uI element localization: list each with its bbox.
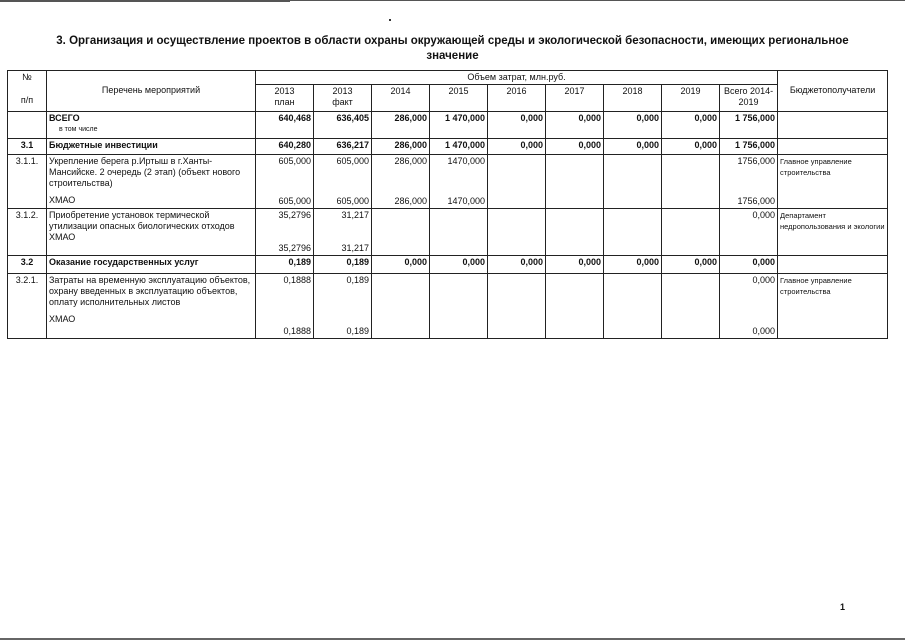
s312-recipient: Департамент недропользования и экологии (778, 209, 888, 256)
s32-fact: 0,189 (314, 256, 372, 274)
scan-dot (389, 19, 391, 21)
s311-fact (314, 155, 372, 209)
s321-fact (314, 274, 372, 339)
header-2013-plan (256, 85, 314, 112)
s312-sub-fact-value: 31,217 (341, 243, 369, 253)
row-num (8, 112, 47, 139)
header-total-line1: Всего 2014- (723, 86, 774, 96)
s311-sub-plan-value: 605,000 (278, 196, 311, 206)
s321-label: Затраты на временную эксплуатацию объектов, охрану введенных в эксплуатацию объектов, оплату исполнительных листов (49, 275, 251, 307)
s312-sub-plan-value: 35,2796 (278, 243, 311, 253)
s312-fact (314, 209, 372, 256)
s311-sub-2014-value: 286,000 (394, 196, 427, 206)
s31-recipient (778, 139, 888, 155)
total-2017: 0,000 (546, 112, 604, 139)
s311-2019 (662, 155, 720, 209)
s312-2014 (372, 209, 430, 256)
header-2013-fact (314, 85, 372, 112)
s312-2019 (662, 209, 720, 256)
row-label: Бюджетные инвестиции (47, 139, 256, 155)
s31-2018: 0,000 (604, 139, 662, 155)
s321-total-value: 0,000 (752, 275, 776, 285)
s311-fact-value: 605,000 (336, 156, 369, 166)
row-label: Оказание государственных услуг (47, 256, 256, 274)
s31-2017: 0,000 (546, 139, 604, 155)
s311-2016 (488, 155, 546, 209)
table-row-3-1-1 (8, 155, 888, 209)
header-num (8, 71, 47, 112)
s321-plan (256, 274, 314, 339)
total-2016: 0,000 (488, 112, 546, 139)
header-2013-fact-year: 2013 (332, 86, 353, 96)
row-num: 3.2 (8, 256, 47, 274)
header-2013-fact-sub: факт (332, 97, 353, 107)
header-2015: 2015 (430, 85, 488, 112)
s312-plan (256, 209, 314, 256)
header-total (720, 85, 778, 112)
header-2014: 2014 (372, 85, 430, 112)
header-num-bottom: п/п (20, 95, 34, 105)
section-title (20, 34, 885, 64)
row-label (47, 155, 256, 209)
s321-2017 (546, 274, 604, 339)
header-2018: 2018 (604, 85, 662, 112)
s32-recipient (778, 256, 888, 274)
s311-2017 (546, 155, 604, 209)
s321-sub-label: ХМАО (49, 314, 76, 324)
s32-2018: 0,000 (604, 256, 662, 274)
s311-recipient: Главное управление строительства (778, 155, 888, 209)
s311-total-value: 1756,000 (737, 156, 776, 166)
s31-2015: 1 470,000 (430, 139, 488, 155)
table-row-3-1-2 (8, 209, 888, 256)
s32-2017: 0,000 (546, 256, 604, 274)
s311-2015 (430, 155, 488, 209)
header-2013-plan-year: 2013 (274, 86, 295, 96)
s312-2017 (546, 209, 604, 256)
s321-2018 (604, 274, 662, 339)
s321-plan-value: 0,1888 (283, 275, 311, 285)
s311-plan (256, 155, 314, 209)
s311-sub-label: ХМАО (49, 195, 76, 205)
s311-plan-value: 605,000 (278, 156, 311, 166)
header-2019: 2019 (662, 85, 720, 112)
s321-sub-plan-value: 0,1888 (283, 326, 311, 336)
total-2015: 1 470,000 (430, 112, 488, 139)
row-label (47, 274, 256, 339)
row-num: 3.1.2. (8, 209, 47, 256)
s32-2014: 0,000 (372, 256, 430, 274)
s312-2016 (488, 209, 546, 256)
header-2017: 2017 (546, 85, 604, 112)
s312-2015 (430, 209, 488, 256)
header-num-top: № (22, 72, 32, 82)
s311-2018 (604, 155, 662, 209)
section-title-line2: значение (426, 50, 479, 62)
s312-fact-value: 31,217 (341, 210, 369, 220)
s311-sub-fact-value: 605,000 (336, 196, 369, 206)
table-row-3-2 (8, 256, 888, 274)
s311-sub-2015-value: 1470,000 (447, 196, 485, 206)
s321-fact-value: 0,189 (346, 275, 369, 285)
table-row-3-2-1 (8, 274, 888, 339)
top-border-line (290, 0, 905, 1)
s321-2015 (430, 274, 488, 339)
s32-2015: 0,000 (430, 256, 488, 274)
total-2019: 0,000 (662, 112, 720, 139)
s321-2014 (372, 274, 430, 339)
total-2018: 0,000 (604, 112, 662, 139)
table-row-3-1 (8, 139, 888, 155)
section-title-line1: 3. Организация и осуществление проектов в области охраны окружающей среды и экологической безопасности, имеющих региональное (56, 35, 849, 47)
table-row-total (8, 112, 888, 139)
s32-total: 0,000 (720, 256, 778, 274)
s311-label: Укрепление берега р.Иртыш в г.Ханты-Мансийске. 2 очередь (2 этап) (объект нового строительства) (49, 156, 241, 188)
total-plan: 640,468 (256, 112, 314, 139)
header-2013-plan-sub: план (274, 97, 295, 107)
s32-plan: 0,189 (256, 256, 314, 274)
total-recipient (778, 112, 888, 139)
s321-2019 (662, 274, 720, 339)
s321-sub-total-value: 0,000 (752, 326, 776, 336)
s312-sub-label: ХМАО (49, 232, 76, 242)
s31-plan: 640,280 (256, 139, 314, 155)
s311-sub-total-value: 1756,000 (737, 196, 776, 206)
total-fact: 636,405 (314, 112, 372, 139)
s321-total (720, 274, 778, 339)
row-num: 3.2.1. (8, 274, 47, 339)
header-activities: Перечень мероприятий (47, 71, 256, 112)
s321-recipient: Главное управление строительства (778, 274, 888, 339)
s321-sub-fact-value: 0,189 (346, 326, 369, 336)
s311-2014-value: 286,000 (394, 156, 427, 166)
s31-2014: 286,000 (372, 139, 430, 155)
s312-label: Приобретение установок термической утилизации опасных биологических отходов (49, 210, 235, 231)
s321-2016 (488, 274, 546, 339)
s32-2019: 0,000 (662, 256, 720, 274)
row-label (47, 209, 256, 256)
s31-2019: 0,000 (662, 139, 720, 155)
s312-total: 0,000 (720, 209, 778, 256)
s311-total (720, 155, 778, 209)
header-recipients: Бюджетополучатели (778, 71, 888, 112)
row-num: 3.1.1. (8, 155, 47, 209)
row-num: 3.1 (8, 139, 47, 155)
s31-2016: 0,000 (488, 139, 546, 155)
cost-table (7, 70, 888, 339)
total-label: ВСЕГО (49, 113, 80, 123)
total-sublabel: в том числе (59, 126, 98, 133)
row-label (47, 112, 256, 139)
header-2016: 2016 (488, 85, 546, 112)
header-row-1 (8, 71, 888, 85)
header-cost-group: Объем затрат, млн.руб. (256, 71, 778, 85)
page-number: 1 (839, 602, 845, 612)
total-sum: 1 756,000 (720, 112, 778, 139)
s32-2016: 0,000 (488, 256, 546, 274)
top-border-line (0, 0, 290, 2)
s31-total: 1 756,000 (720, 139, 778, 155)
header-total-line2: 2019 (738, 97, 759, 107)
s312-plan-value: 35,2796 (278, 210, 311, 220)
s311-2015-value: 1470,000 (447, 156, 485, 166)
total-2014: 286,000 (372, 112, 430, 139)
s31-fact: 636,217 (314, 139, 372, 155)
s312-2018 (604, 209, 662, 256)
s311-2014 (372, 155, 430, 209)
